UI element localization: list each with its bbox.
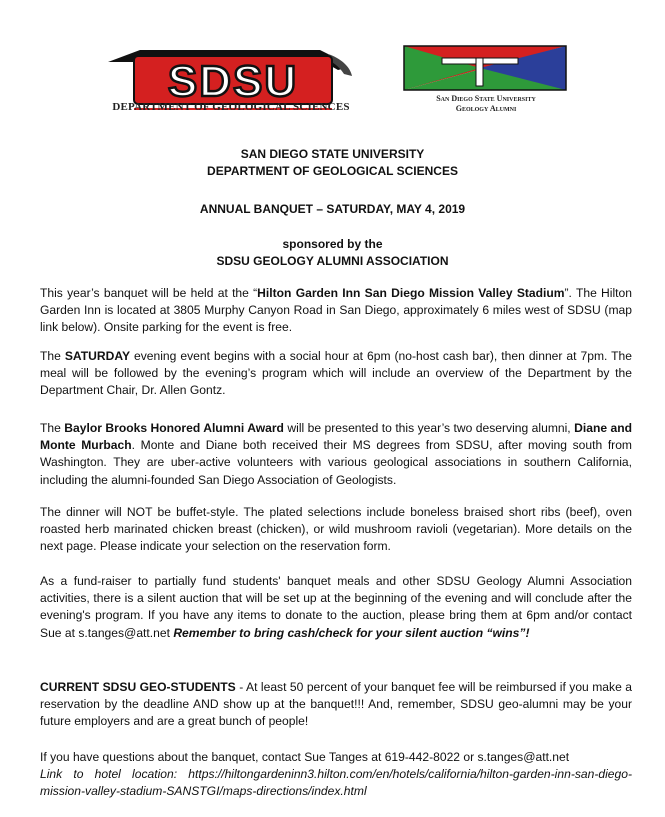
hotel-link[interactable]: Link to hotel location: https://hiltongardeninn3.hilton.com/en/hotels/california/hilton-garden-inn-san-diego-mission-valley-stadium-SANSTGI/maps-directions/index.html xyxy=(40,767,632,799)
sponsored-line: sponsored by the xyxy=(282,237,383,251)
event-heading: ANNUAL BANQUET – SATURDAY, MAY 4, 2019 xyxy=(199,202,466,216)
schedule-paragraph xyxy=(40,348,632,400)
p2-text-b: evening event begins with a social hour at 6pm (no-host cash bar), then dinner at 7pm. The meal will be followed by the evening’s program which will include an overview of the Department by the Department Chair, Dr. Allen Gontz. xyxy=(40,349,633,398)
p3-text-a: The xyxy=(40,421,65,435)
p3-text-c: . Monte and Diane both received their MS degrees from SDSU, after moving south from Washington. They are uber-active volunteers with various geological associations in southern California, including the alumni-founded San Diego Association of Geologists. xyxy=(40,438,633,487)
students-paragraph xyxy=(40,679,632,731)
award-name: Baylor Brooks Honored Alumni Award xyxy=(64,421,284,435)
association-heading: SDSU GEOLOGY ALUMNI ASSOCIATION xyxy=(216,254,449,268)
department-heading: DEPARTMENT OF GEOLOGICAL SCIENCES xyxy=(207,164,458,178)
award-paragraph xyxy=(40,420,632,489)
honoree-names: Diane and Monte Murbach xyxy=(40,421,633,453)
venue-name: Hilton Garden Inn San Diego Mission Valley Stadium xyxy=(257,286,565,300)
p2-text-a: The xyxy=(40,349,65,363)
p1-text-b: ”. The Hilton Garden Inn is located at 3805 Murphy Canyon Road in San Diego, approximately 6 miles west of SDSU (map link below). Onsite parking for the event is free. xyxy=(40,286,632,335)
dept-caption: DEPARTMENT OF GEOLOGICAL SCIENCES xyxy=(112,101,350,113)
alumni-caption xyxy=(398,94,574,114)
p1-text-a: This year’s banquet will be held at the “ xyxy=(40,286,258,300)
venue-paragraph xyxy=(40,285,632,337)
alumni-caption-line2: Geology Alumni xyxy=(455,104,517,113)
p3-text-b: will be presented to this year’s two deserving alumni, xyxy=(283,421,575,435)
contact-paragraph xyxy=(40,749,632,801)
auction-reminder: Remember to bring cash/check for your silent auction “wins”! xyxy=(173,625,530,640)
contact-text: If you have questions about the banquet, contact Sue Tanges at 619-442-8022 or s.tanges@att.net xyxy=(40,750,570,764)
event-day: SATURDAY xyxy=(64,349,131,363)
sdsu-wordmark: SDSU xyxy=(167,57,299,106)
alumni-caption-line1: San Diego State University xyxy=(436,94,536,103)
auction-paragraph xyxy=(40,573,632,642)
university-heading: SAN DIEGO STATE UNIVERSITY xyxy=(240,147,425,161)
p6-text: - At least 50 percent of your banquet fee will be reimbursed if you make a reservation by the deadline AND show up at the banquet!!! And, remember, SDSU geo-alumni may be your future employers and are a great bunch of people! xyxy=(40,680,632,729)
p5-text-a: As a fund-raiser to partially fund students' banquet meals and other SDSU Geology Alumni Association activities, there is a silent auction that will be set up at the beginning of the evening and will conclude after the evening's program. If you have any items to donate to the auction, please bring them at 6pm and/or contact Sue at s.tanges@att.net xyxy=(40,574,632,640)
students-lead: CURRENT SDSU GEO-STUDENTS xyxy=(40,680,236,694)
dinner-paragraph: The dinner will NOT be buffet-style. The plated selections include boneless braised short ribs (beef), oven roasted herb marinated chicken breast (chicken), or wild mushroom ravioli (vegetarian). More details on the next page. Please indicate your selection on the reservation form. xyxy=(40,505,632,554)
